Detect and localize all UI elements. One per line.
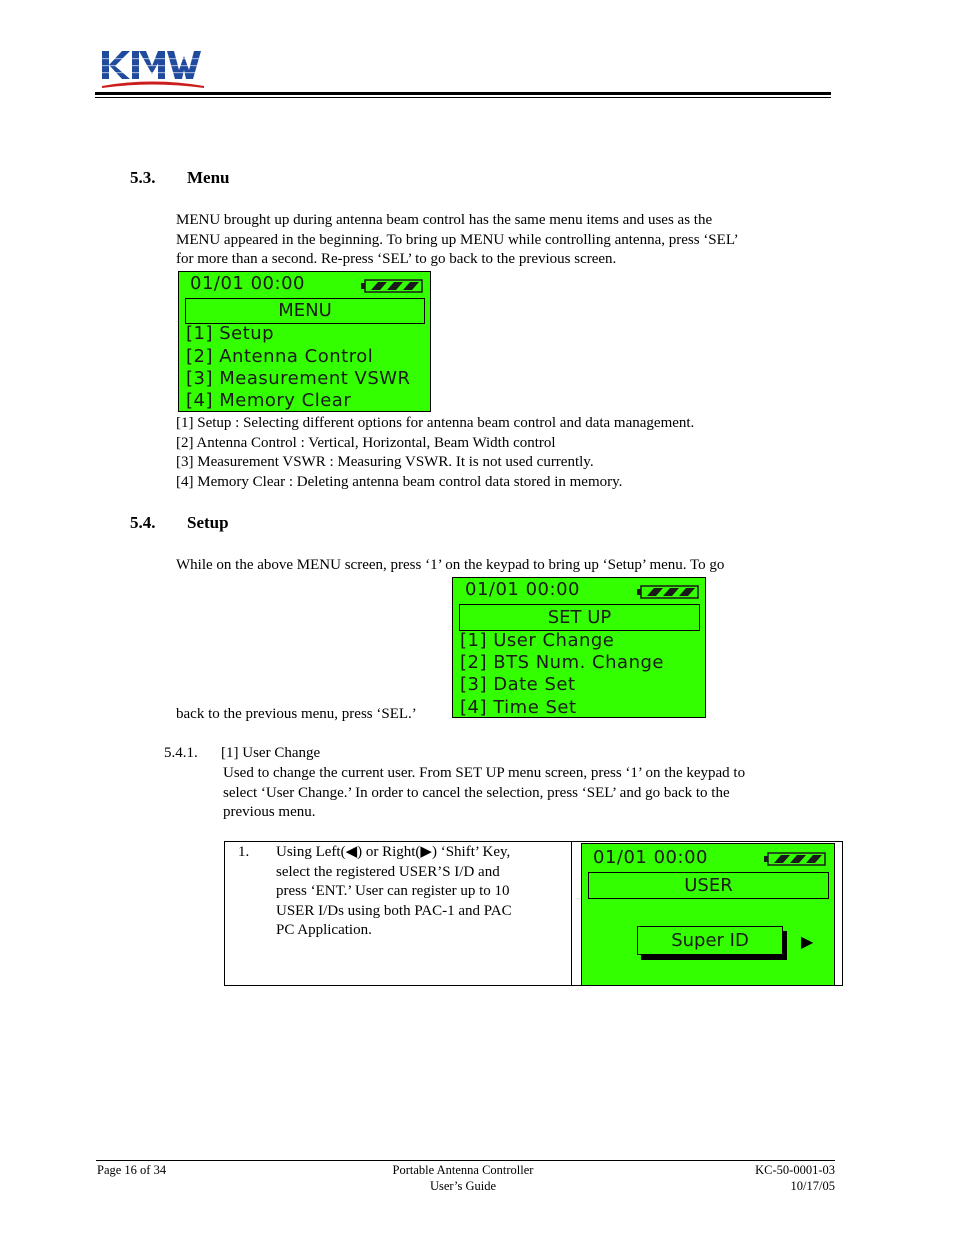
step-line: USER I/Ds using both PAC-1 and PAC — [276, 902, 512, 919]
paragraph — [176, 211, 739, 270]
step-line: Using Left(◀) or Right(▶) ‘Shift’ Key, — [276, 844, 511, 860]
subsection-number: 5.4.1. — [164, 745, 198, 761]
footer-date: 10/17/05 — [790, 1179, 835, 1193]
lcd-menu-item: [4] Memory Clear — [186, 390, 352, 411]
lcd-title: MENU — [185, 298, 425, 324]
lcd-user-screen — [581, 843, 835, 986]
footer-title-line: Portable Antenna Controller — [392, 1163, 534, 1177]
step-text — [276, 843, 512, 941]
description-line: [3] Measurement VSWR : Measuring VSWR. It is not used currently. — [176, 454, 594, 470]
paragraph-line: MENU brought up during antenna beam control has the same menu items and uses as the — [176, 212, 713, 228]
description-line: [4] Memory Clear : Deleting antenna beam control data stored in memory. — [176, 473, 623, 490]
footer-rule — [96, 1160, 835, 1161]
paragraph-line: MENU appeared in the beginning. To bring up MENU while controlling antenna, press ‘SEL’ — [176, 231, 739, 248]
step-table — [224, 841, 843, 986]
section-number: 5.4. — [130, 513, 156, 532]
lcd-datetime: 01/01 00:00 — [190, 273, 305, 294]
description-line: [2] Antenna Control : Vertical, Horizontal, Beam Width control — [176, 434, 556, 451]
table-divider — [571, 842, 572, 985]
step-line: press ‘ENT.’ User can register up to 10 — [276, 883, 510, 899]
step-line: select the registered USER’S I/D and — [276, 863, 500, 880]
lcd-menu-screen — [178, 271, 431, 412]
right-arrow-icon: ▶ — [801, 932, 814, 951]
menu-descriptions — [176, 414, 694, 492]
description-line: [1] Setup : Selecting different options for antenna beam control and data management. — [176, 415, 695, 431]
lcd-menu-item: [2] BTS Num. Change — [460, 652, 664, 673]
battery-icon — [637, 584, 699, 603]
paragraph-line: previous menu. — [223, 804, 316, 820]
footer-page-number: Page 16 of 34 — [97, 1163, 167, 1177]
kmw-logo-graphic — [100, 46, 206, 90]
lcd-title: USER — [588, 872, 829, 899]
battery-icon — [764, 851, 826, 870]
lcd-menu-item: [3] Date Set — [460, 674, 576, 695]
header — [0, 0, 954, 105]
lcd-setup-screen — [452, 577, 706, 718]
paragraph-line: While on the above MENU screen, press ‘1’ on the keypad to bring up ‘Setup’ menu. To go — [176, 557, 725, 573]
lcd-menu-item: [3] Measurement VSWR — [186, 368, 411, 389]
lcd-datetime: 01/01 00:00 — [465, 579, 580, 600]
kmw-logo — [100, 46, 206, 90]
paragraph-line: Used to change the current user. From SET UP menu screen, press ‘1’ on the keypad to — [223, 765, 746, 781]
lcd-menu-item: [4] Time Set — [460, 697, 577, 718]
footer-doc-number: KC-50-0001-03 — [755, 1163, 835, 1177]
lcd-title: SET UP — [459, 604, 700, 631]
lcd-datetime: 01/01 00:00 — [593, 847, 708, 868]
battery-icon — [361, 278, 423, 297]
lcd-menu-item: [1] Setup — [186, 323, 275, 344]
step-number: 1. — [238, 844, 250, 860]
lcd-menu-item: [2] Antenna Control — [186, 346, 374, 367]
section-title: Setup — [187, 513, 229, 532]
section-title: Menu — [187, 168, 230, 187]
footer-doc-info — [700, 1162, 835, 1194]
footer-title-line: User’s Guide — [429, 1179, 497, 1193]
header-rule-thin — [95, 97, 831, 98]
step-line: PC Application. — [276, 922, 372, 938]
user-id-selection: Super ID — [637, 926, 783, 955]
section-number: 5.3. — [130, 168, 156, 187]
paragraph-line: select ‘User Change.’ In order to cancel the selection, press ‘SEL’ and go back to the — [223, 784, 730, 801]
header-rule-thick — [95, 92, 831, 95]
paragraph — [223, 764, 745, 823]
footer-doc-title — [363, 1162, 563, 1194]
paragraph-line: back to the previous menu, press ‘SEL.’ — [176, 706, 417, 722]
lcd-menu-item: [1] User Change — [460, 630, 615, 651]
subsection-title: [1] User Change — [221, 745, 321, 761]
paragraph-line: for more than a second. Re-press ‘SEL’ to go back to the previous screen. — [176, 251, 617, 267]
